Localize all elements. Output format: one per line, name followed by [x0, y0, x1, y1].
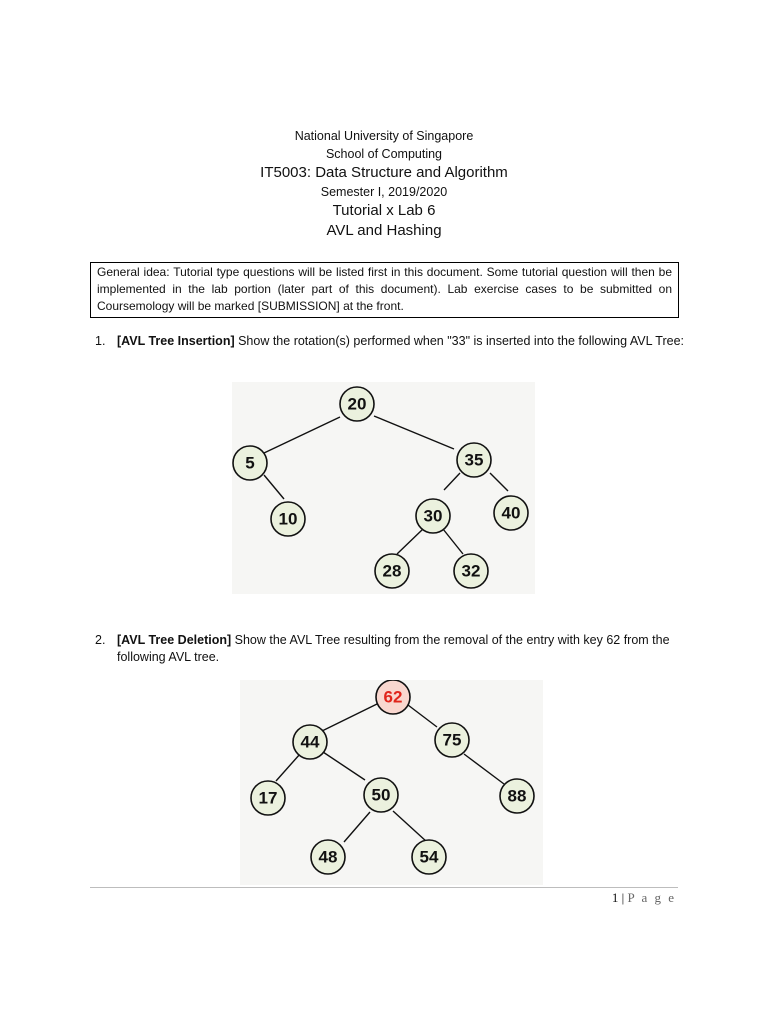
question-text: Show the rotation(s) performed when "33" is inserted into the following AVL Tree:: [234, 334, 685, 348]
tree-edge: [444, 473, 460, 490]
tree-node: [435, 723, 469, 757]
tree-edge: [393, 811, 427, 842]
tree-edge: [264, 475, 284, 499]
tree-node: [271, 502, 305, 536]
tree-node: [416, 499, 450, 533]
tree-node: [454, 554, 488, 588]
question-tag: [AVL Tree Insertion]: [117, 334, 235, 348]
tree-edge: [344, 812, 370, 842]
question-tag: [AVL Tree Deletion]: [117, 633, 232, 647]
node-label: 30: [423, 506, 443, 526]
tree-node: [311, 840, 345, 874]
footer-separator: |: [621, 890, 625, 905]
tree-edge: [443, 529, 463, 554]
node-label: 20: [347, 394, 367, 414]
page-number: 1: [611, 890, 619, 905]
tree-edge: [397, 529, 423, 554]
avl-tree-deletion-figure: [240, 680, 543, 885]
node-label: 32: [461, 561, 481, 581]
tree-edge: [490, 473, 508, 491]
node-label: 35: [464, 450, 484, 470]
tree-edge: [374, 416, 454, 449]
semester: Semester I, 2019/2020: [320, 185, 448, 199]
node-label: 28: [382, 561, 402, 581]
question-1: [95, 333, 685, 350]
tree-node: [293, 725, 327, 759]
university-name: National University of Singapore: [294, 129, 474, 143]
node-label: 54: [419, 847, 439, 867]
node-label: 17: [258, 788, 278, 808]
node-label: 10: [278, 509, 298, 529]
tree-node: [457, 443, 491, 477]
tree-edge: [264, 417, 340, 453]
tree-edge: [464, 754, 504, 784]
tree-node: [500, 779, 534, 813]
tree-node: [233, 446, 267, 480]
tree-node: [364, 778, 398, 812]
tree-node: [375, 554, 409, 588]
avl-tree-insertion-figure: [232, 382, 535, 594]
tree-edge: [408, 705, 437, 727]
question-body: [117, 632, 685, 666]
footer-divider: [90, 887, 678, 888]
node-label: 44: [300, 732, 320, 752]
page-footer: [612, 890, 676, 906]
page-label: P a g e: [627, 890, 676, 905]
question-text: Show the AVL Tree resulting from the removal of the entry with key 62 from the following AVL tree.: [117, 633, 670, 664]
question-number: 1.: [95, 334, 106, 348]
general-idea-box: General idea: Tutorial type questions will be listed first in this document. Some tutorial question will then be implemented in the lab portion (later part of this document). Lab exercise cases to be submitted on Coursemology will be marked [SUBMISSION] at the front.: [90, 262, 679, 318]
tree-node-highlighted: [376, 680, 410, 714]
node-label: 62: [383, 687, 403, 707]
tree-node: [494, 496, 528, 530]
question-number: 2.: [95, 633, 106, 647]
tree-node: [340, 387, 374, 421]
topic-title: AVL and Hashing: [326, 222, 442, 239]
course-title: IT5003: Data Structure and Algorithm: [260, 164, 508, 181]
school-name: School of Computing: [325, 147, 443, 161]
tree-edge: [322, 704, 377, 731]
node-label: 5: [245, 453, 255, 473]
tree-edge: [276, 754, 300, 781]
tree-edges: [264, 416, 508, 554]
tutorial-title: Tutorial x Lab 6: [332, 202, 436, 219]
tree-node: [412, 840, 446, 874]
question-2: [95, 632, 685, 666]
tree-edge: [323, 752, 365, 780]
node-label: 48: [318, 847, 338, 867]
node-label: 50: [371, 785, 391, 805]
question-body: [117, 333, 685, 350]
tree-node: [251, 781, 285, 815]
node-label: 40: [501, 503, 521, 523]
node-label: 75: [442, 730, 462, 750]
node-label: 88: [507, 786, 527, 806]
